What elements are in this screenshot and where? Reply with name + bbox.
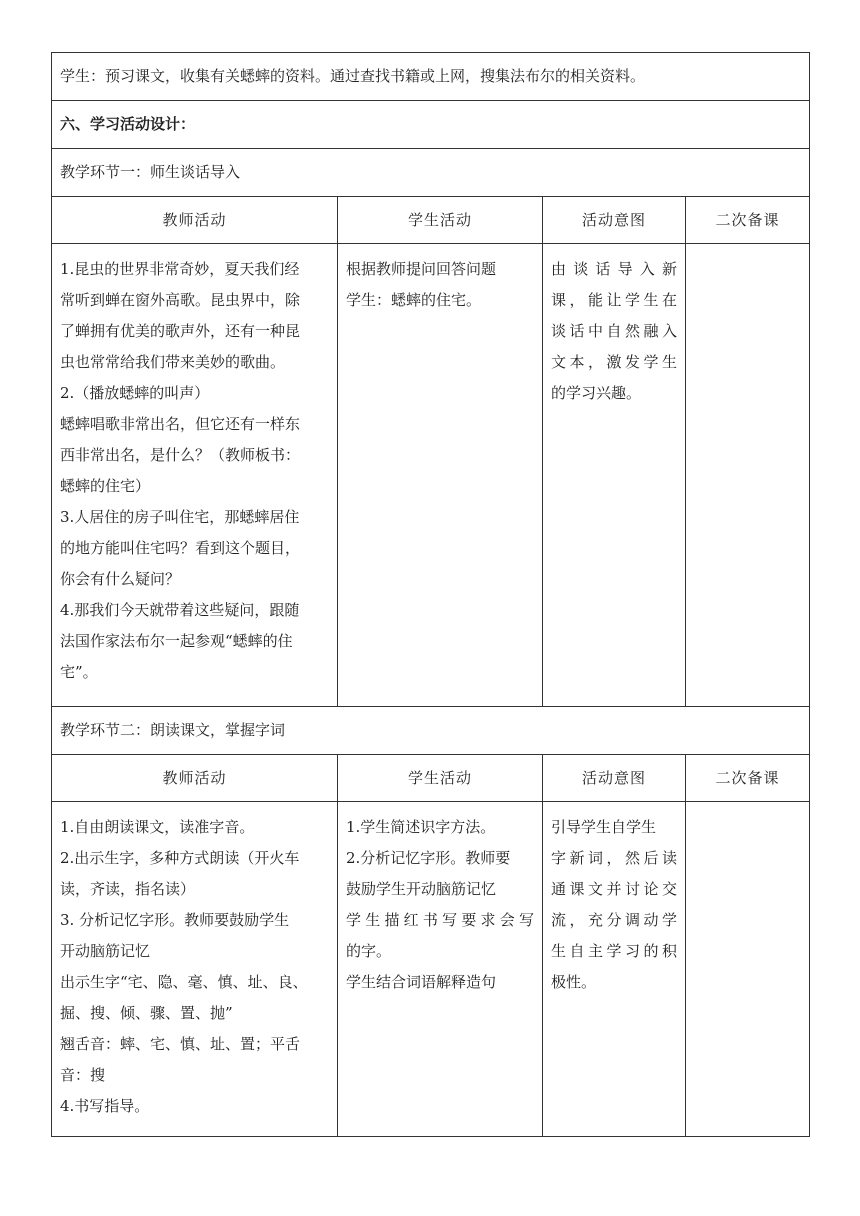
stage2-teacher-line: 音：搜 xyxy=(60,1066,106,1084)
header-second-prep: 二次备课 xyxy=(686,197,810,244)
stage2-teacher-line: 3. 分析记忆字形。教师要鼓励学生 xyxy=(60,911,290,929)
header-student-activity: 学生活动 xyxy=(338,755,543,802)
stage1-header-row xyxy=(52,197,810,244)
stage1-title: 教学环节一：师生谈话导入 xyxy=(52,149,810,197)
section-title-row xyxy=(52,101,810,149)
stage2-activity-intent xyxy=(543,802,686,1137)
stage1-teacher-line: 你会有什么疑问？ xyxy=(60,570,181,588)
stage2-intent-line: 通课文并讨论交 xyxy=(551,880,677,898)
stage1-title-row xyxy=(52,149,810,197)
header-activity-intent: 活动意图 xyxy=(543,197,686,244)
stage2-student-activity xyxy=(338,802,543,1137)
stage1-intent-line: 由谈话导入新 xyxy=(551,260,677,278)
stage1-intent-line: 课，能让学生在 xyxy=(551,291,677,309)
header-teacher-activity: 教师活动 xyxy=(52,755,338,802)
stage1-teacher-line: 法国作家法布尔一起参观“蟋蟀的住 xyxy=(60,632,293,650)
header-teacher-activity: 教师活动 xyxy=(52,197,338,244)
stage2-teacher-line: 翘舌音：蟀、宅、慎、址、置；平舌 xyxy=(60,1035,301,1053)
stage2-student-line: 1.学生简述识字方法。 xyxy=(346,818,496,836)
stage2-intent-line: 极性。 xyxy=(551,973,597,991)
stage2-title-row xyxy=(52,707,810,755)
stage2-teacher-line: 1.自由朗读课文，读准字音。 xyxy=(60,818,255,836)
stage2-header-row xyxy=(52,755,810,802)
stage1-student-line: 根据教师提问回答问题 xyxy=(346,260,497,278)
stage1-teacher-line: 蟋蟀唱歌非常出名，但它还有一样东 xyxy=(60,415,301,433)
stage1-teacher-line: 了蝉拥有优美的歌声外，还有一种昆 xyxy=(60,322,301,340)
stage1-teacher-line: 2.（播放蟋蟀的叫声） xyxy=(60,384,210,402)
header-activity-intent: 活动意图 xyxy=(543,755,686,802)
stage2-teacher-line: 4.书写指导。 xyxy=(60,1097,150,1115)
header-student-activity: 学生活动 xyxy=(338,197,543,244)
stage1-student-activity xyxy=(338,244,543,707)
stage1-teacher-line: 的地方能叫住宅吗？看到这个题目， xyxy=(60,539,301,557)
stage2-teacher-line: 读，齐读，指名读） xyxy=(60,880,196,898)
prep-text: 学生：预习课文，收集有关蟋蟀的资料。通过查找书籍或上网，搜集法布尔的相关资料。 xyxy=(52,53,810,101)
stage1-teacher-line: 1.昆虫的世界非常奇妙，夏天我们经 xyxy=(60,260,300,278)
stage1-second-prep xyxy=(686,244,810,707)
lesson-plan-table xyxy=(51,52,810,1137)
stage1-teacher-line: 常听到蝉在窗外高歌。昆虫界中，除 xyxy=(60,291,301,309)
stage2-intent-line: 引导学生自学生 xyxy=(551,818,657,836)
stage2-student-line: 的字。 xyxy=(346,942,392,960)
stage2-student-line: 学生描红书写要求会写 xyxy=(346,911,534,929)
stage2-second-prep xyxy=(686,802,810,1137)
stage1-content-row xyxy=(52,244,810,707)
stage1-intent-line: 文本，激发学生 xyxy=(551,353,677,371)
stage2-teacher-activity xyxy=(52,802,338,1137)
stage2-intent-line: 字新词，然后读 xyxy=(551,849,677,867)
stage1-student-line: 学生：蟋蟀的住宅。 xyxy=(346,291,482,309)
header-second-prep: 二次备课 xyxy=(686,755,810,802)
lesson-plan-document xyxy=(51,52,809,1137)
stage2-student-line: 鼓励学生开动脑筋记忆 xyxy=(346,880,497,898)
stage1-teacher-line: 宅”。 xyxy=(60,663,98,681)
stage2-teacher-line: 掘、搜、倾、骤、置、抛” xyxy=(60,1004,233,1022)
stage2-student-line: 2.分析记忆字形。教师要 xyxy=(346,849,511,867)
stage2-teacher-line: 出示生字“宅、隐、毫、慎、址、良、 xyxy=(60,973,308,991)
stage1-intent-line: 谈话中自然融入 xyxy=(551,322,677,340)
stage1-teacher-line: 蟋蟀的住宅） xyxy=(60,477,151,495)
stage1-teacher-line: 西非常出名，是什么？（教师板书： xyxy=(60,446,301,464)
stage2-content-row xyxy=(52,802,810,1137)
stage1-teacher-activity xyxy=(52,244,338,707)
stage1-intent-line: 的学习兴趣。 xyxy=(551,384,642,402)
section-title: 六、学习活动设计： xyxy=(52,101,810,149)
stage2-intent-line: 流，充分调动学 xyxy=(551,911,677,929)
stage2-teacher-line: 2.出示生字，多种方式朗读（开火车 xyxy=(60,849,300,867)
stage2-teacher-line: 开动脑筋记忆 xyxy=(60,942,151,960)
stage1-teacher-line: 3.人居住的房子叫住宅，那蟋蟀居住 xyxy=(60,508,300,526)
stage1-activity-intent xyxy=(543,244,686,707)
stage2-student-line: 学生结合词语解释造句 xyxy=(346,973,497,991)
stage2-title: 教学环节二：朗读课文，掌握字词 xyxy=(52,707,810,755)
stage2-intent-line: 生自主学习的积 xyxy=(551,942,677,960)
stage1-teacher-line: 虫也常常给我们带来美妙的歌曲。 xyxy=(60,353,286,371)
prep-row xyxy=(52,53,810,101)
stage1-teacher-line: 4.那我们今天就带着这些疑问，跟随 xyxy=(60,601,300,619)
